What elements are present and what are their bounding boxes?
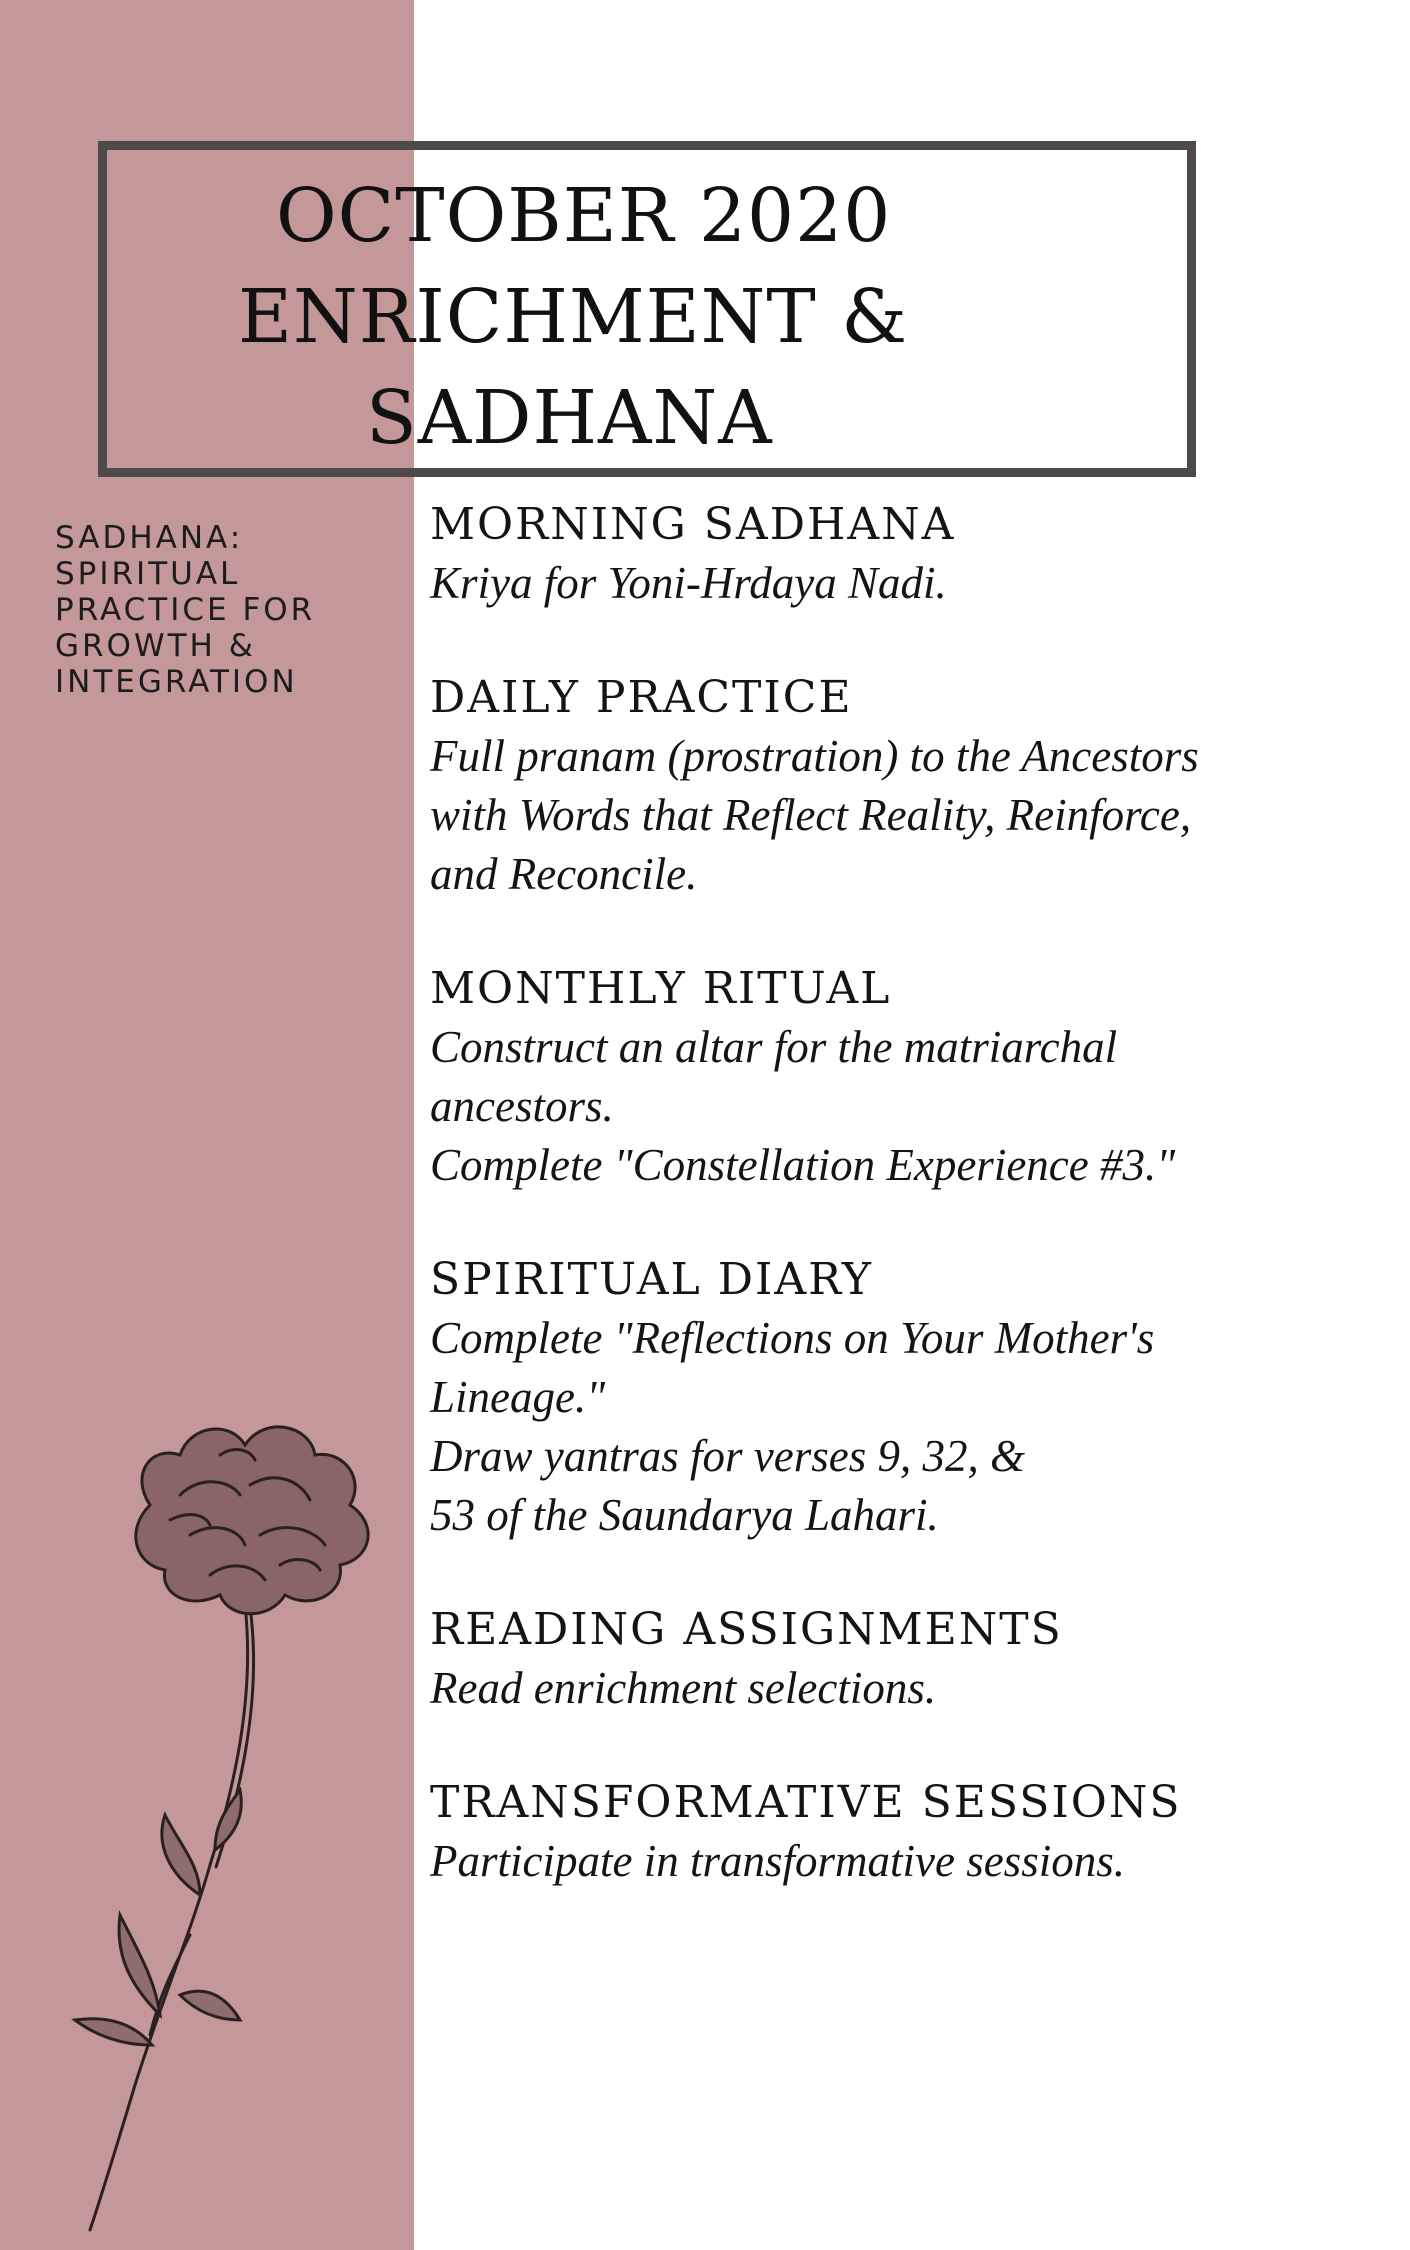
section-line: Full pranam (prostration) to the Ancestors [430,731,1199,781]
section-line: Draw yantras for verses 9, 32, & [430,1431,1025,1481]
section-spiritual-diary [430,1251,1390,1545]
practice-list [430,496,1390,1947]
section-line: Lineage." [430,1372,606,1422]
section-line: Participate in transformative sessions. [430,1836,1125,1886]
section-heading: DAILY PRACTICE [430,672,853,723]
section-transformative-sessions [430,1774,1390,1891]
section-line: Kriya for Yoni-Hrdaya Nadi. [430,558,947,608]
section-line: Read enrichment selections. [430,1663,937,1713]
section-line: with Words that Reflect Reality, Reinforce, [430,790,1192,840]
section-monthly-ritual [430,960,1390,1195]
sidebar-label: SADHANA: SPIRITUAL PRACTICE FOR GROWTH & INTEGRATION [55,520,316,700]
section-morning-sadhana [430,496,1390,613]
section-line: ancestors. [430,1081,614,1131]
section-heading: READING ASSIGNMENTS [430,1604,1063,1655]
section-daily-practice [430,669,1390,904]
section-line: Construct an altar for the matriarchal [430,1022,1118,1072]
section-line: Complete "Reflections on Your Mother's [430,1313,1155,1363]
section-line: 53 of the Saundarya Lahari. [430,1490,939,1540]
marigold-flower-icon [40,1395,420,2235]
page-title-line-3: SADHANA [366,375,773,461]
section-heading: MORNING SADHANA [430,499,956,550]
section-heading: TRANSFORMATIVE SESSIONS [430,1777,1182,1828]
section-line: Complete "Constellation Experience #3." [430,1140,1176,1190]
section-heading: MONTHLY RITUAL [430,963,892,1014]
page-title-line-2: ENRICHMENT & [238,274,909,360]
page-title-line-1: OCTOBER 2020 [276,173,892,259]
section-line: and Reconcile. [430,849,698,899]
section-reading-assignments [430,1601,1390,1718]
section-heading: SPIRITUAL DIARY [430,1254,873,1305]
